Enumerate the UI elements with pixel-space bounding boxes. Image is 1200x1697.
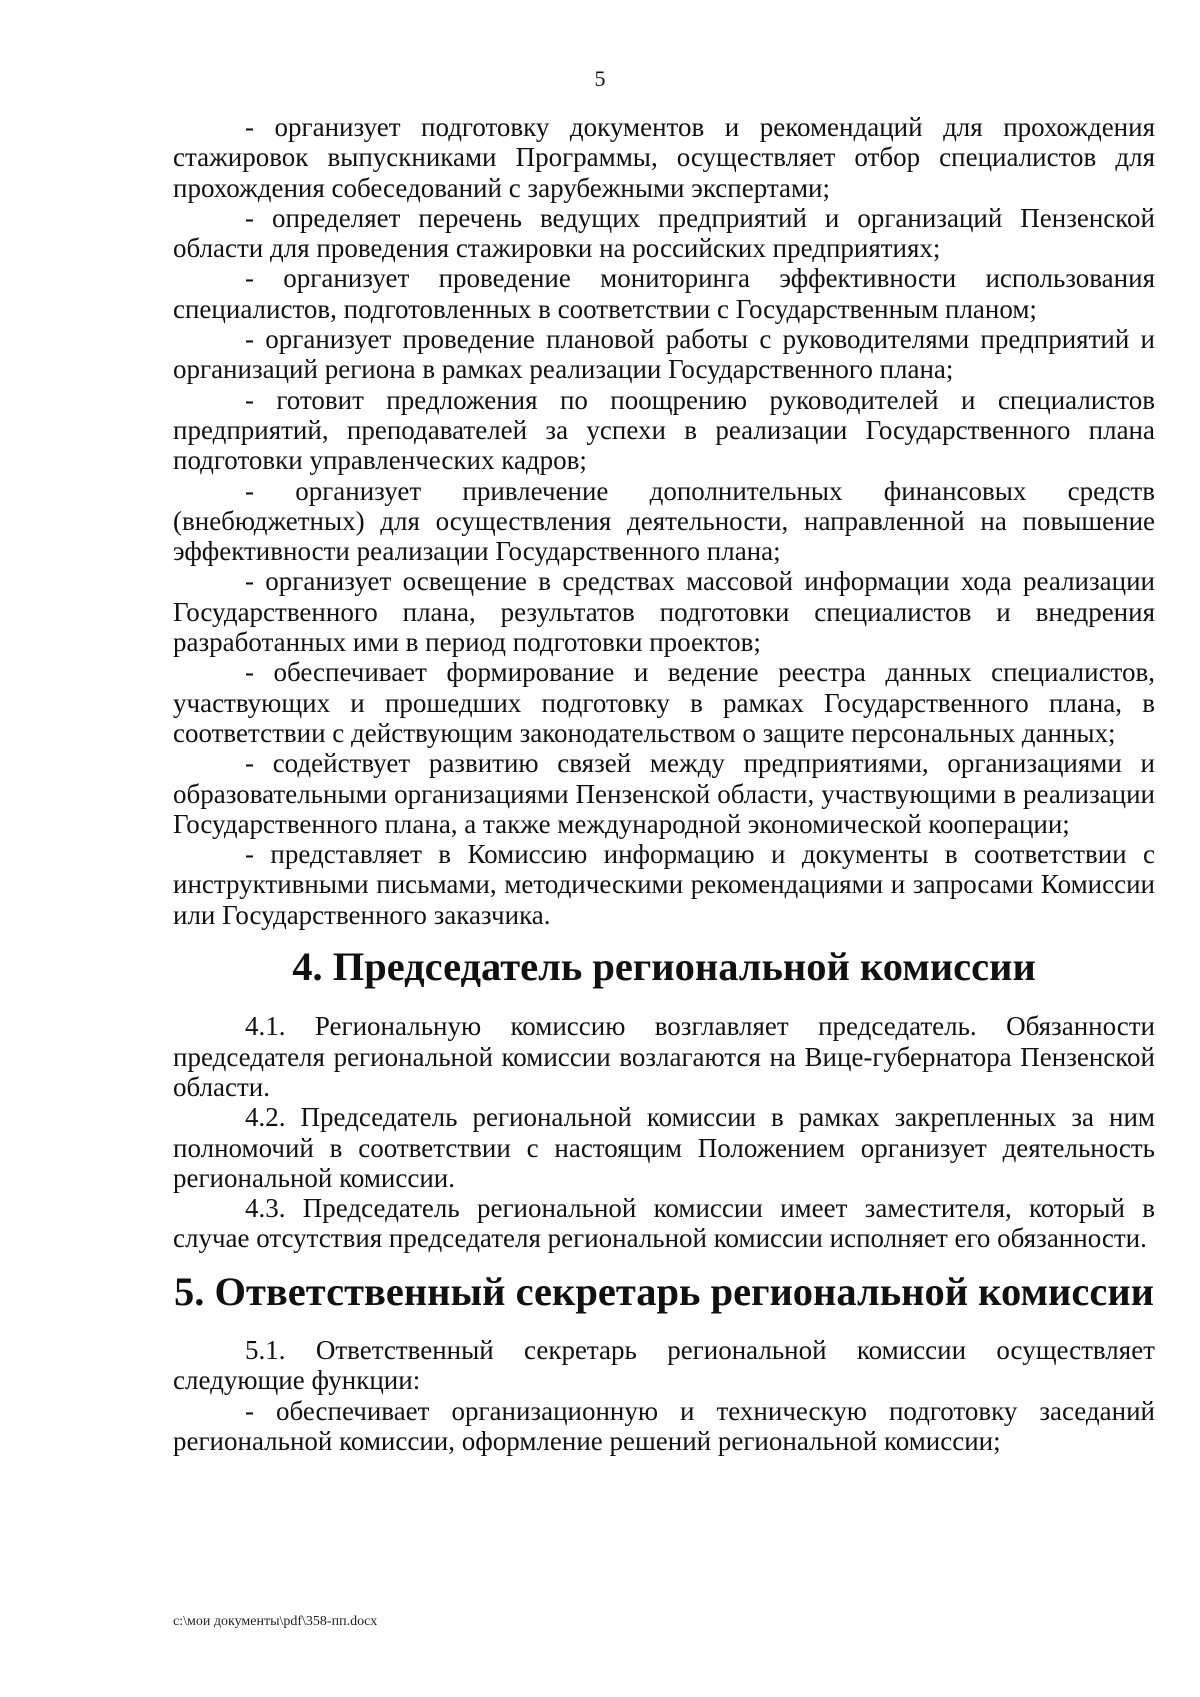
page-number: 5 <box>594 66 606 91</box>
list-item: - обеспечивает формирование и ведение реестра данных специалистов, участвующих и прошедших подготовку в рамках Государственного плана, в соответствии с действующим законодательством о защите персональных данных; <box>173 657 1155 748</box>
section-4-paragraph: 4.3. Председатель региональной комиссии имеет заместителя, который в случае отсутствия председателя региональной комиссии исполняет его обязанности. <box>173 1193 1155 1254</box>
file-path-footer: c:\мои документы\pdf\358-пп.docx <box>173 1614 378 1629</box>
section-5-heading: 5. Ответственный секретарь региональной комиссии <box>173 1268 1154 1314</box>
section-5-paragraph: 5.1. Ответственный секретарь региональной комиссии осуществляет следующие функции: <box>173 1334 1155 1396</box>
section-5-paragraph: - обеспечивает организационную и техническую подготовку заседаний региональной комиссии, оформление решений региональной комиссии; <box>173 1395 1155 1456</box>
list-item: - организует привлечение дополнительных финансовых средств (внебюджетных) для осуществления деятельности, направленной на повышение эффективности реализации Государственного плана; <box>173 475 1155 567</box>
list-item: - содействует развитию связей между предприятиями, организациями и образовательными организациями Пензенской области, участвующими в реализации Государственного плана, а также международной экономической кооперации; <box>173 748 1155 839</box>
list-item: - организует освещение в средствах массовой информации хода реализации Государственного плана, результатов подготовки специалистов и внедрения разработанных ими в период подготовки проектов; <box>173 566 1155 658</box>
list-item: - организует проведение мониторинга эффективности использования специалистов, подготовленных в соответствии с Государственным планом; <box>173 263 1155 324</box>
list-item: - определяет перечень ведущих предприятий и организаций Пензенской области для проведения стажировки на российских предприятиях; <box>173 202 1155 264</box>
list-item: - организует подготовку документов и рекомендаций для прохождения стажировок выпускниками Программы, осуществляет отбор специалистов для прохождения собеседований с зарубежными экспертами; <box>173 112 1155 203</box>
section-4-paragraph: 4.2. Председатель региональной комиссии в рамках закрепленных за ним полномочий в соответствии с настоящим Положением организует деятельность региональной комиссии. <box>173 1102 1155 1193</box>
section-4-heading: 4. Председатель региональной комиссии <box>292 944 1036 990</box>
document-body <box>173 112 1155 1456</box>
list-item: - организует проведение плановой работы с руководителями предприятий и организаций региона в рамках реализации Государственного плана; <box>173 324 1155 385</box>
list-item: - представляет в Комиссию информацию и документы в соответствии с инструктивными письмами, методическими рекомендациями и запросами Комиссии или Государственного заказчика. <box>173 839 1155 930</box>
list-item: - готовит предложения по поощрению руководителей и специалистов предприятий, преподавателей за успехи в реализации Государственного плана подготовки управленческих кадров; <box>173 384 1155 476</box>
section-4-paragraph: 4.1. Региональную комиссию возглавляет председатель. Обязанности председателя региональной комиссии возлагаются на Вице-губернатора Пензенской области. <box>173 1011 1155 1102</box>
